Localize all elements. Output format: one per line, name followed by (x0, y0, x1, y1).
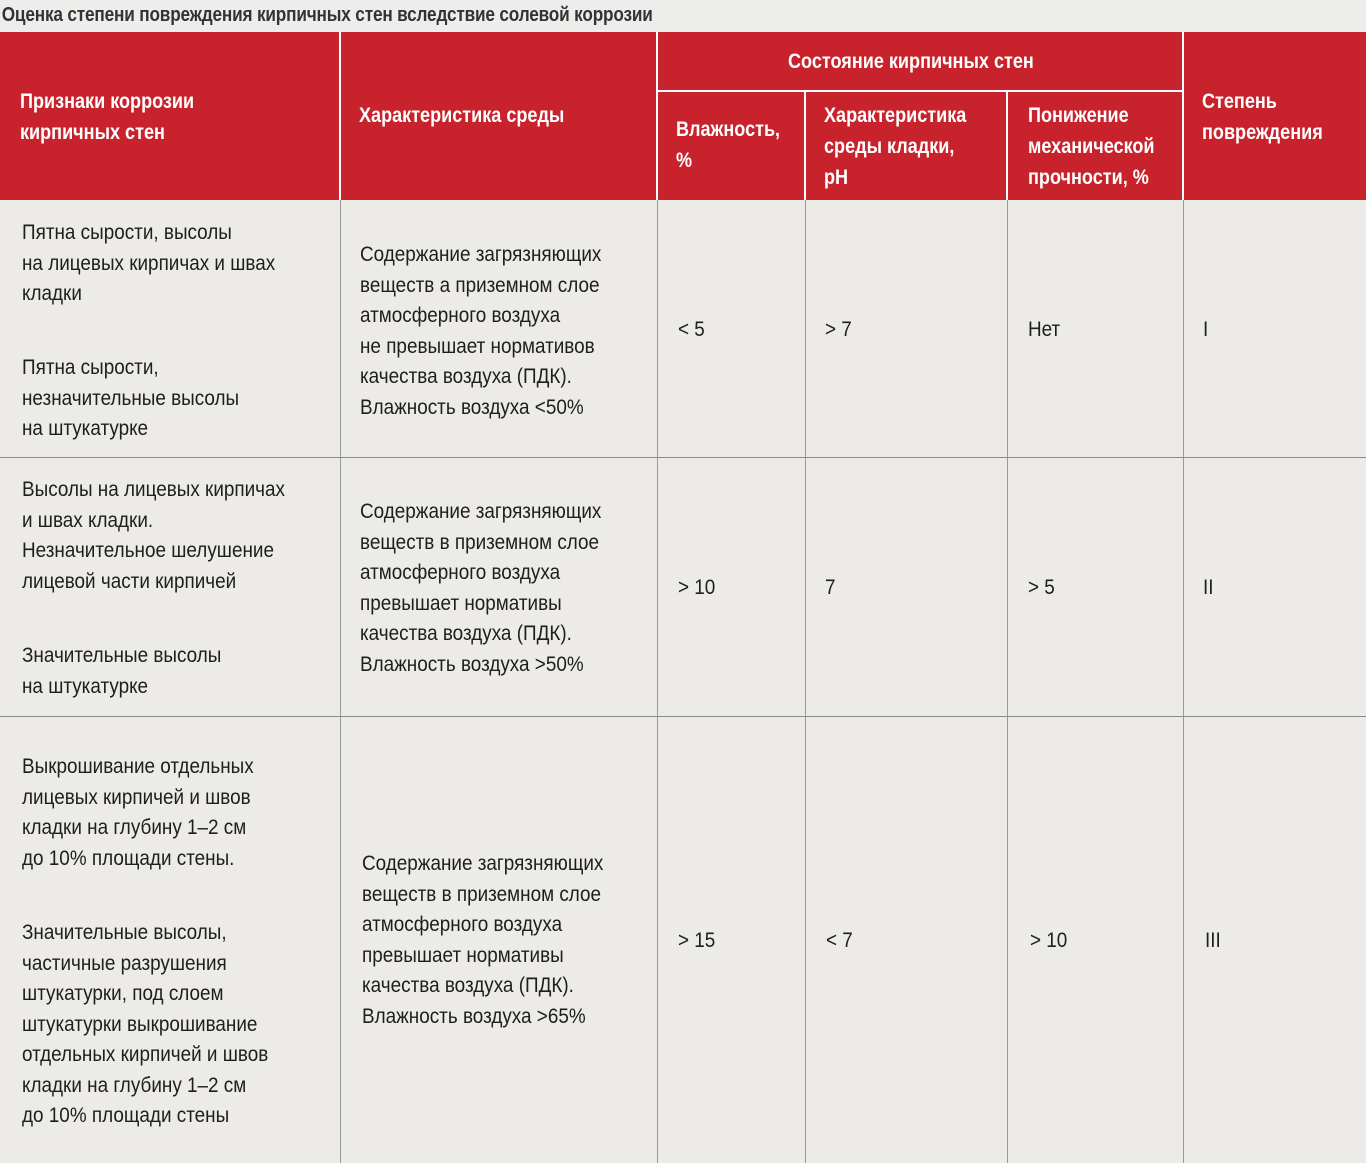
divider (1182, 32, 1184, 200)
header-degree-label: Степень повреждения (1202, 90, 1323, 144)
divider (804, 90, 806, 200)
row-degree (1203, 573, 1353, 604)
row-environment (360, 240, 657, 423)
row-environment (360, 497, 657, 680)
row-humidity (678, 573, 798, 604)
header-ph (806, 92, 1006, 200)
row-degree-text: II (1203, 576, 1214, 599)
row-environment-text: Содержание загрязняющих веществ а приземном слое атмосферного воздуха не превышает нормативов качества воздуха (ПДК). Влажность воздуха <50% (360, 243, 602, 419)
row-degree-text: I (1203, 318, 1209, 341)
header-signs (0, 32, 339, 200)
header-degree (1184, 32, 1366, 200)
row-signs-primary-text: Пятна сырости, высолы на лицевых кирпичах и швах кладки (22, 221, 276, 305)
divider (1006, 90, 1008, 200)
row-signs-secondary (22, 641, 340, 702)
row-signs-primary-text: Выкрошивание отдельных лицевых кирпичей и швов кладки на глубину 1–2 см до 10% площади стены. (22, 755, 254, 870)
row-strength-text: Нет (1028, 318, 1061, 341)
table-title: Оценка степени повреждения кирпичных стен вследствие солевой коррозии (1, 4, 653, 26)
row-strength (1028, 315, 1178, 346)
divider (656, 32, 658, 200)
row-humidity-text: > 15 (678, 929, 716, 952)
header-environment (341, 32, 656, 200)
header-signs-label: Признаки коррозии кирпичных стен (20, 90, 195, 144)
corrosion-table (0, 32, 1366, 1163)
divider (658, 90, 1182, 92)
row-strength (1030, 926, 1180, 957)
row-ph-text: > 7 (825, 318, 852, 341)
row-ph (825, 315, 995, 346)
row-humidity-text: > 10 (678, 576, 716, 599)
divider (339, 32, 341, 200)
row-signs-secondary-text: Пятна сырости, незначительные высолы на штукатурке (22, 356, 240, 440)
row-signs-primary (22, 218, 340, 310)
row-signs-primary-text: Высолы на лицевых кирпичах и швах кладки. Незначительное шелушение лицевой части кирпичей (22, 478, 285, 593)
table-row (0, 458, 1366, 716)
row-ph (825, 573, 995, 604)
row-signs-primary (22, 752, 340, 874)
row-strength (1028, 573, 1178, 604)
row-degree (1203, 315, 1353, 346)
row-strength-text: > 10 (1030, 929, 1068, 952)
header-strength (1008, 92, 1182, 200)
header-strength-label: Понижение механической прочности, % (1028, 104, 1155, 189)
row-humidity (678, 926, 798, 957)
row-signs-primary (22, 475, 340, 597)
header-humidity (658, 92, 804, 200)
header-humidity-label: Влажность, % (676, 118, 781, 172)
row-humidity (678, 315, 798, 346)
table-row (0, 200, 1366, 457)
row-environment-text: Содержание загрязняющих веществ в приземном слое атмосферного воздуха превышает нормативы качества воздуха (ПДК). Влажность воздуха >65% (362, 852, 604, 1028)
row-environment (362, 849, 657, 1032)
header-ph-label: Характеристика среды кладки, pH (824, 104, 967, 189)
row-humidity-text: < 5 (678, 318, 705, 341)
header-state-group (658, 32, 1182, 90)
row-ph (826, 926, 996, 957)
row-ph-text: 7 (825, 576, 836, 599)
row-environment-text: Содержание загрязняющих веществ в приземном слое атмосферного воздуха превышает нормативы качества воздуха (ПДК). Влажность воздуха >50% (360, 500, 602, 676)
header-environment-label: Характеристика среды (359, 104, 565, 127)
row-signs-secondary (22, 918, 340, 1132)
table-row (0, 717, 1366, 1163)
row-strength-text: > 5 (1028, 576, 1055, 599)
row-signs-secondary-text: Значительные высолы на штукатурке (22, 644, 222, 698)
row-ph-text: < 7 (826, 929, 853, 952)
row-degree (1205, 926, 1355, 957)
header-state-group-label: Состояние кирпичных стен (788, 50, 1034, 73)
row-degree-text: III (1205, 929, 1221, 952)
row-signs-secondary (22, 353, 340, 445)
row-signs-secondary-text: Значительные высолы, частичные разрушения штукатурки, под слоем штукатурки выкрошивание отдельных кирпичей и швов кладки на глубину 1–2 см до 10% площади стены (22, 921, 269, 1127)
